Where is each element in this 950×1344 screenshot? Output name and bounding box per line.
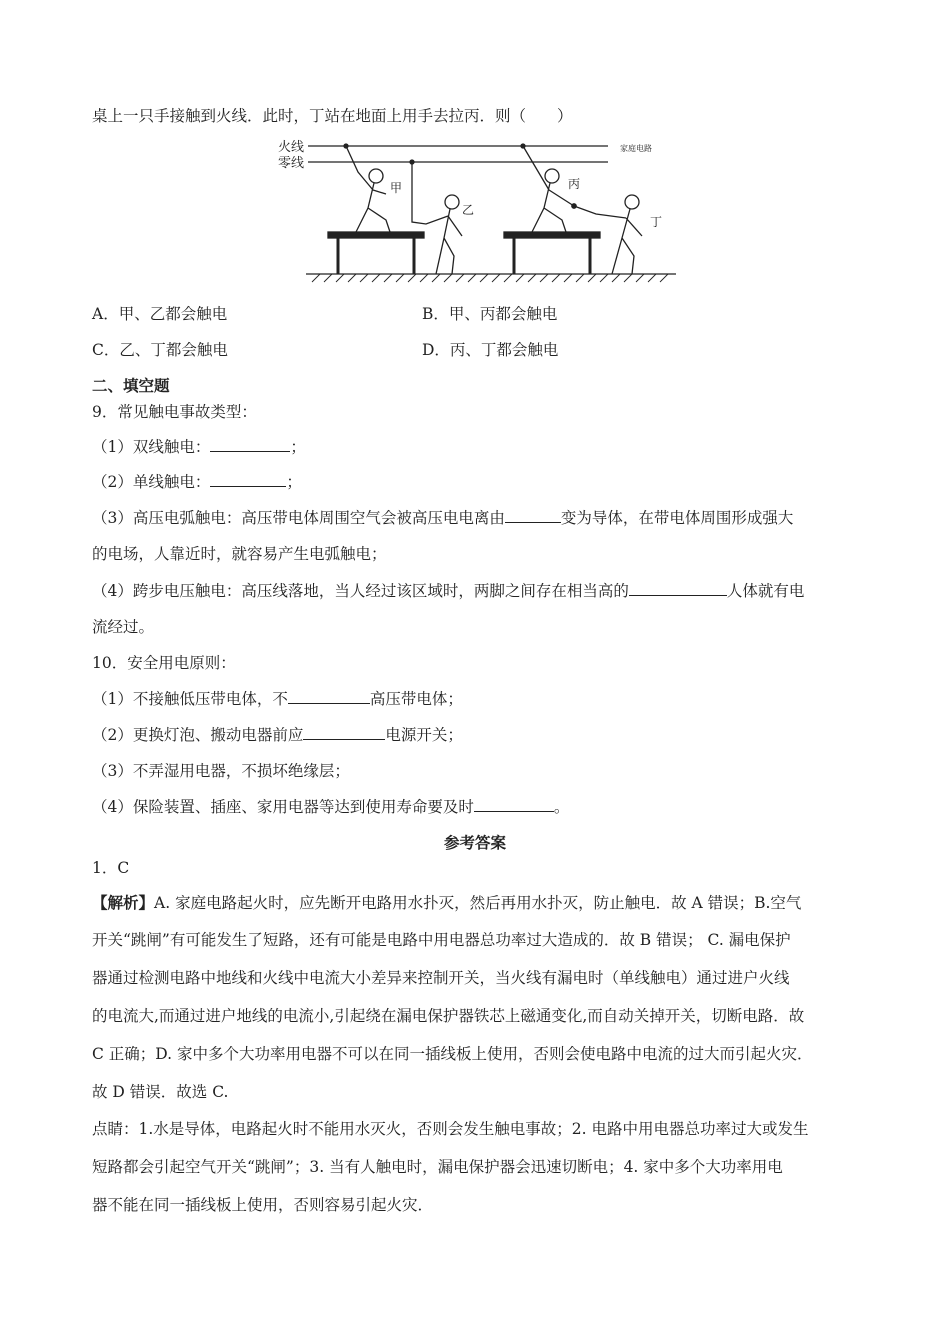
answer-blank[interactable]	[629, 581, 727, 596]
analysis-line-2: 开关“跳闸”有可能发生了短路，还有可能是电路中用电器总功率过大造成的．故 B 错误； C. 漏电保护	[92, 931, 791, 949]
table-right	[504, 232, 600, 274]
answer-blank[interactable]	[474, 797, 554, 812]
q10-part2: （2）更换灯泡、搬动电器前应 电源开关；	[92, 726, 463, 744]
q10-stem: 10．安全用电原则：	[92, 654, 236, 672]
q10-part1: （1）不接触低压带电体，不 高压带电体；	[92, 690, 463, 708]
analysis-line-1: 【解析】A. 家庭电路起火时，应先断开电路用水扑灭，然后再用水扑灭，防止触电．故 A 错误；B.空气	[92, 893, 802, 912]
person-yi-figure	[412, 162, 462, 274]
option-b: B．甲、丙都会触电	[422, 305, 558, 323]
q9-part2: （2）单线触电： ；	[92, 473, 302, 491]
answer-blank[interactable]	[210, 472, 286, 487]
live-wire-label: 火线	[278, 140, 305, 155]
answer-blank[interactable]	[303, 725, 385, 740]
q9-part4-cont: 流经过。	[92, 618, 155, 636]
table-left	[328, 232, 424, 274]
q10-part4: （4）保险装置、插座、家用电器等达到使用寿命要及时 。	[92, 798, 570, 816]
option-c: C．乙、丁都会触电	[92, 341, 228, 359]
option-a: A．甲、乙都会触电	[92, 305, 228, 323]
section-title: 二、填空题	[92, 376, 170, 395]
tip-line-1: 点睛：1.水是导体，电路起火时不能用水灭火，否则会发生触电事故；2. 电路中用电器总功率过大或发生	[92, 1120, 809, 1138]
analysis-line-4: 的电流大,而通过进户地线的电流小,引起绕在漏电保护器铁芯上磁通变化,而自动关掉开关，切断电路．故	[92, 1007, 805, 1025]
person-bing-figure	[523, 146, 574, 232]
person-jia-label: 甲	[390, 181, 403, 195]
answers-title: 参考答案	[443, 833, 506, 852]
answer-1: 1．C	[92, 859, 130, 877]
analysis-line-6: 故 D 错误．故选 C.	[92, 1083, 229, 1101]
tip-line-2: 短路都会引起空气开关“跳闸”；3. 当有人触电时，漏电保护器会迅速切断电；4. 家中多个大功率用电	[92, 1158, 783, 1176]
analysis-line-5: C 正确；D. 家中多个大功率用电器不可以在同一插线板上使用，否则会使电路中电流的过大而引起火灾．	[92, 1045, 813, 1063]
neutral-wire-label: 零线	[278, 156, 305, 171]
answer-blank[interactable]	[505, 508, 561, 523]
q9-part4: （4）跨步电压触电：高压线落地，当人经过该区域时，两脚之间存在相当高的 人体就有电	[92, 582, 805, 600]
answer-blank[interactable]	[288, 689, 370, 704]
q9-part3-cont: 的电场，人靠近时，就容易产生电弧触电；	[92, 545, 387, 563]
q9-part3: （3）高压电弧触电：高压带电体周围空气会被高压电电离由 变为导体，在带电体周围形成强大	[92, 509, 794, 527]
person-yi-label: 乙	[462, 203, 475, 217]
person-ding-label: 丁	[650, 215, 663, 229]
q9-part1: （1）双线触电： ；	[92, 438, 306, 456]
option-d: D．丙、丁都会触电	[422, 341, 559, 359]
circuit-label: 家庭电路	[620, 144, 652, 153]
q9-stem: 9．常见触电事故类型：	[92, 403, 257, 421]
tip-line-3: 器不能在同一插线板上使用，否则容易引起火灾．	[92, 1196, 434, 1214]
person-jia-figure	[346, 146, 390, 232]
q10-part3: （3）不弄湿用电器，不损坏绝缘层；	[92, 762, 350, 780]
answer-blank[interactable]	[210, 437, 290, 452]
q8-stem-tail: 桌上一只手接触到火线．此时，丁站在地面上用手去拉丙．则（ ）	[92, 107, 573, 125]
person-bing-label: 丙	[568, 177, 581, 191]
analysis-line-3: 器通过检测电路中地线和火线中电流大小差异来控制开关，当火线有漏电时（单线触电）通过进户火线	[92, 969, 790, 987]
circuit-figure	[276, 132, 688, 284]
